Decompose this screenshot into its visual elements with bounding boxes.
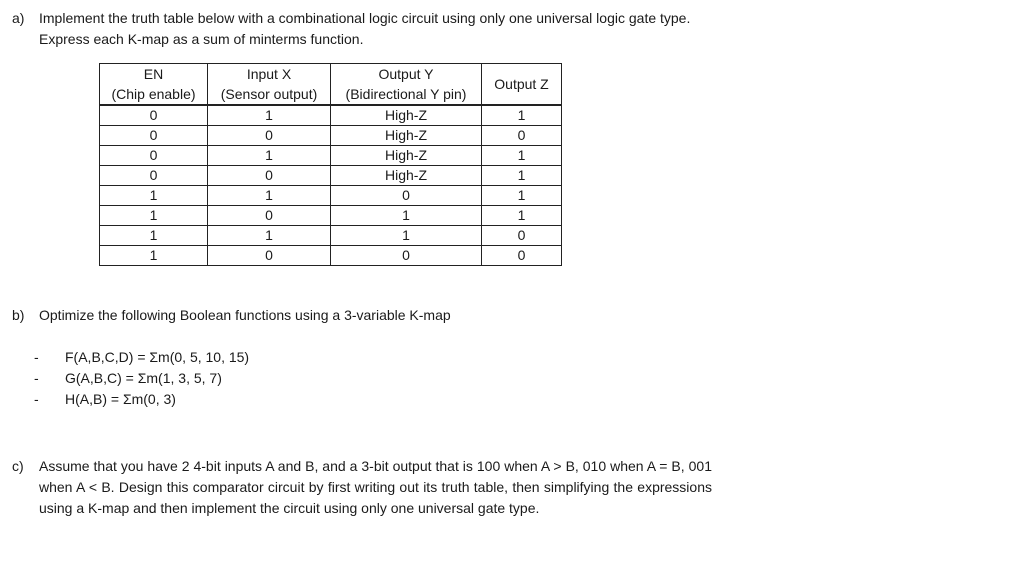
question-c [12, 456, 712, 519]
table-row [100, 126, 562, 146]
function-list [34, 347, 249, 410]
header-input-x [208, 64, 331, 106]
cell-input-x: 1 [208, 186, 331, 206]
cell-output-y: High-Z [331, 166, 482, 186]
header-input-x-line1: Input X [246, 66, 292, 82]
header-en [100, 64, 208, 106]
header-en-line1: EN [143, 66, 164, 82]
function-item [34, 347, 249, 368]
table-row [100, 226, 562, 246]
header-output-y-line1: Output Y [378, 66, 434, 82]
cell-en: 1 [100, 226, 208, 246]
question-b-text: Optimize the following Boolean functions using a 3-variable K-map [39, 307, 451, 323]
cell-output-z: 1 [482, 186, 562, 206]
cell-output-z: 1 [482, 105, 562, 126]
cell-input-x: 0 [208, 166, 331, 186]
header-output-y [331, 64, 482, 106]
table-row [100, 206, 562, 226]
bullet-dash: - [34, 370, 39, 386]
cell-en: 0 [100, 166, 208, 186]
cell-output-z: 1 [482, 206, 562, 226]
header-output-y-line2: (Bidirectional Y pin) [345, 86, 467, 102]
question-a-label: a) [12, 10, 25, 26]
truth-table-header [100, 64, 562, 106]
cell-output-y: High-Z [331, 105, 482, 126]
question-a [12, 8, 702, 50]
cell-en: 1 [100, 206, 208, 226]
cell-en: 1 [100, 246, 208, 266]
cell-en: 0 [100, 105, 208, 126]
bullet-dash: - [34, 391, 39, 407]
table-row [100, 166, 562, 186]
cell-input-x: 1 [208, 146, 331, 166]
table-row [100, 146, 562, 166]
cell-input-x: 0 [208, 246, 331, 266]
cell-output-y: 0 [331, 186, 482, 206]
question-b [12, 305, 612, 326]
cell-output-y: 0 [331, 246, 482, 266]
cell-output-z: 0 [482, 226, 562, 246]
cell-output-z: 0 [482, 246, 562, 266]
cell-output-y: High-Z [331, 146, 482, 166]
cell-output-y: 1 [331, 226, 482, 246]
question-c-label: c) [12, 458, 24, 474]
table-row [100, 186, 562, 206]
function-expression: G(A,B,C) = Σm(1, 3, 5, 7) [65, 370, 222, 386]
cell-output-z: 1 [482, 166, 562, 186]
header-output-z [482, 64, 562, 106]
bullet-dash: - [34, 349, 39, 365]
cell-output-z: 1 [482, 146, 562, 166]
function-item [34, 368, 249, 389]
function-expression: F(A,B,C,D) = Σm(0, 5, 10, 15) [65, 349, 250, 365]
cell-output-z: 0 [482, 126, 562, 146]
cell-input-x: 0 [208, 206, 331, 226]
cell-input-x: 1 [208, 226, 331, 246]
cell-en: 0 [100, 146, 208, 166]
cell-input-x: 0 [208, 126, 331, 146]
function-item [34, 389, 249, 410]
question-b-label: b) [12, 307, 25, 323]
table-row [100, 246, 562, 266]
question-c-text: Assume that you have 2 4-bit inputs A and B, and a 3-bit output that is 100 when A > B, 010 when A = B, 001 when A < B. Design this comparator circuit by first writing out its truth table, then simplifying the expressions using a K-map and then implement the circuit using only one universal gate type. [39, 458, 712, 516]
truth-table-body [100, 105, 562, 266]
table-row [100, 105, 562, 126]
cell-output-y: 1 [331, 206, 482, 226]
header-en-line2: (Chip enable) [111, 86, 196, 102]
question-a-text: Implement the truth table below with a combinational logic circuit using only one universal logic gate type. Express each K-map as a sum of minterms function. [39, 10, 691, 47]
cell-input-x: 1 [208, 105, 331, 126]
function-expression: H(A,B) = Σm(0, 3) [65, 391, 176, 407]
cell-output-y: High-Z [331, 126, 482, 146]
cell-en: 1 [100, 186, 208, 206]
header-input-x-line2: (Sensor output) [220, 86, 318, 102]
truth-table [99, 63, 562, 266]
cell-en: 0 [100, 126, 208, 146]
header-output-z-line1: Output Z [494, 76, 549, 92]
